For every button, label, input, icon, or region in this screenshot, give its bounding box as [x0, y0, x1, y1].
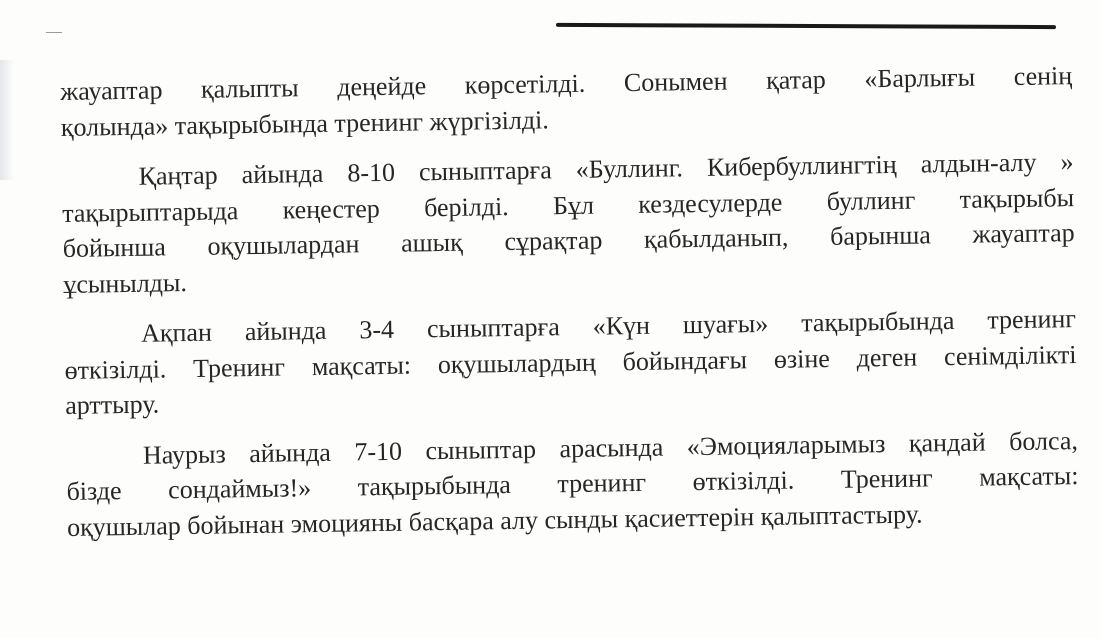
text-line: тақырыптарыда кеңестер берілді. Бұл кездесулерде буллинг тақырыбы	[61, 182, 1075, 228]
scan-edge-shadow	[0, 60, 14, 180]
text-line: бізде сондаймыз!» тақырыбында тренинг өткізілді. Тренинг мақсаты:	[66, 461, 1079, 506]
paragraph-2	[61, 144, 1075, 302]
text-line: Наурыз айында 7-10 сыныптар арасында «Эмоцияларымыз қандай болса,	[142, 425, 1079, 470]
top-border-line	[556, 23, 1056, 29]
text-line: арттыру.	[64, 389, 160, 420]
top-left-mark	[46, 32, 62, 33]
text-line: өткізілді. Тренинг мақсаты: оқушылардың бойындағы өзіне деген сенімділікті	[64, 339, 1077, 385]
text-line: Ақпан айында 3-4 сыныптарға «Күн шуағы» тақырыбында тренинг	[140, 304, 1077, 348]
paragraph-3	[64, 301, 1078, 423]
paragraph-4	[66, 423, 1080, 545]
document-body	[60, 58, 1079, 545]
text-line: Қаңтар айында 8-10 сыныптарға «Буллинг. Кибербуллингтің алдын-алу »	[138, 147, 1074, 191]
text-line: оқушылар бойынан эмоцияны басқара алу сынды қасиеттерін қалыптастыру.	[66, 499, 923, 542]
text-line: жауаптар қалыпты деңейде көрсетілді. Сонымен қатар «Барлығы сенің	[60, 61, 1073, 106]
text-line: қолында» тақырыбында тренинг жүргізілді.	[60, 104, 549, 142]
text-line: ұсынылды.	[63, 267, 188, 299]
text-line: бойынша оқушылардан ашық сұрақтар қабылданып, барынша жауаптар	[62, 218, 1075, 263]
